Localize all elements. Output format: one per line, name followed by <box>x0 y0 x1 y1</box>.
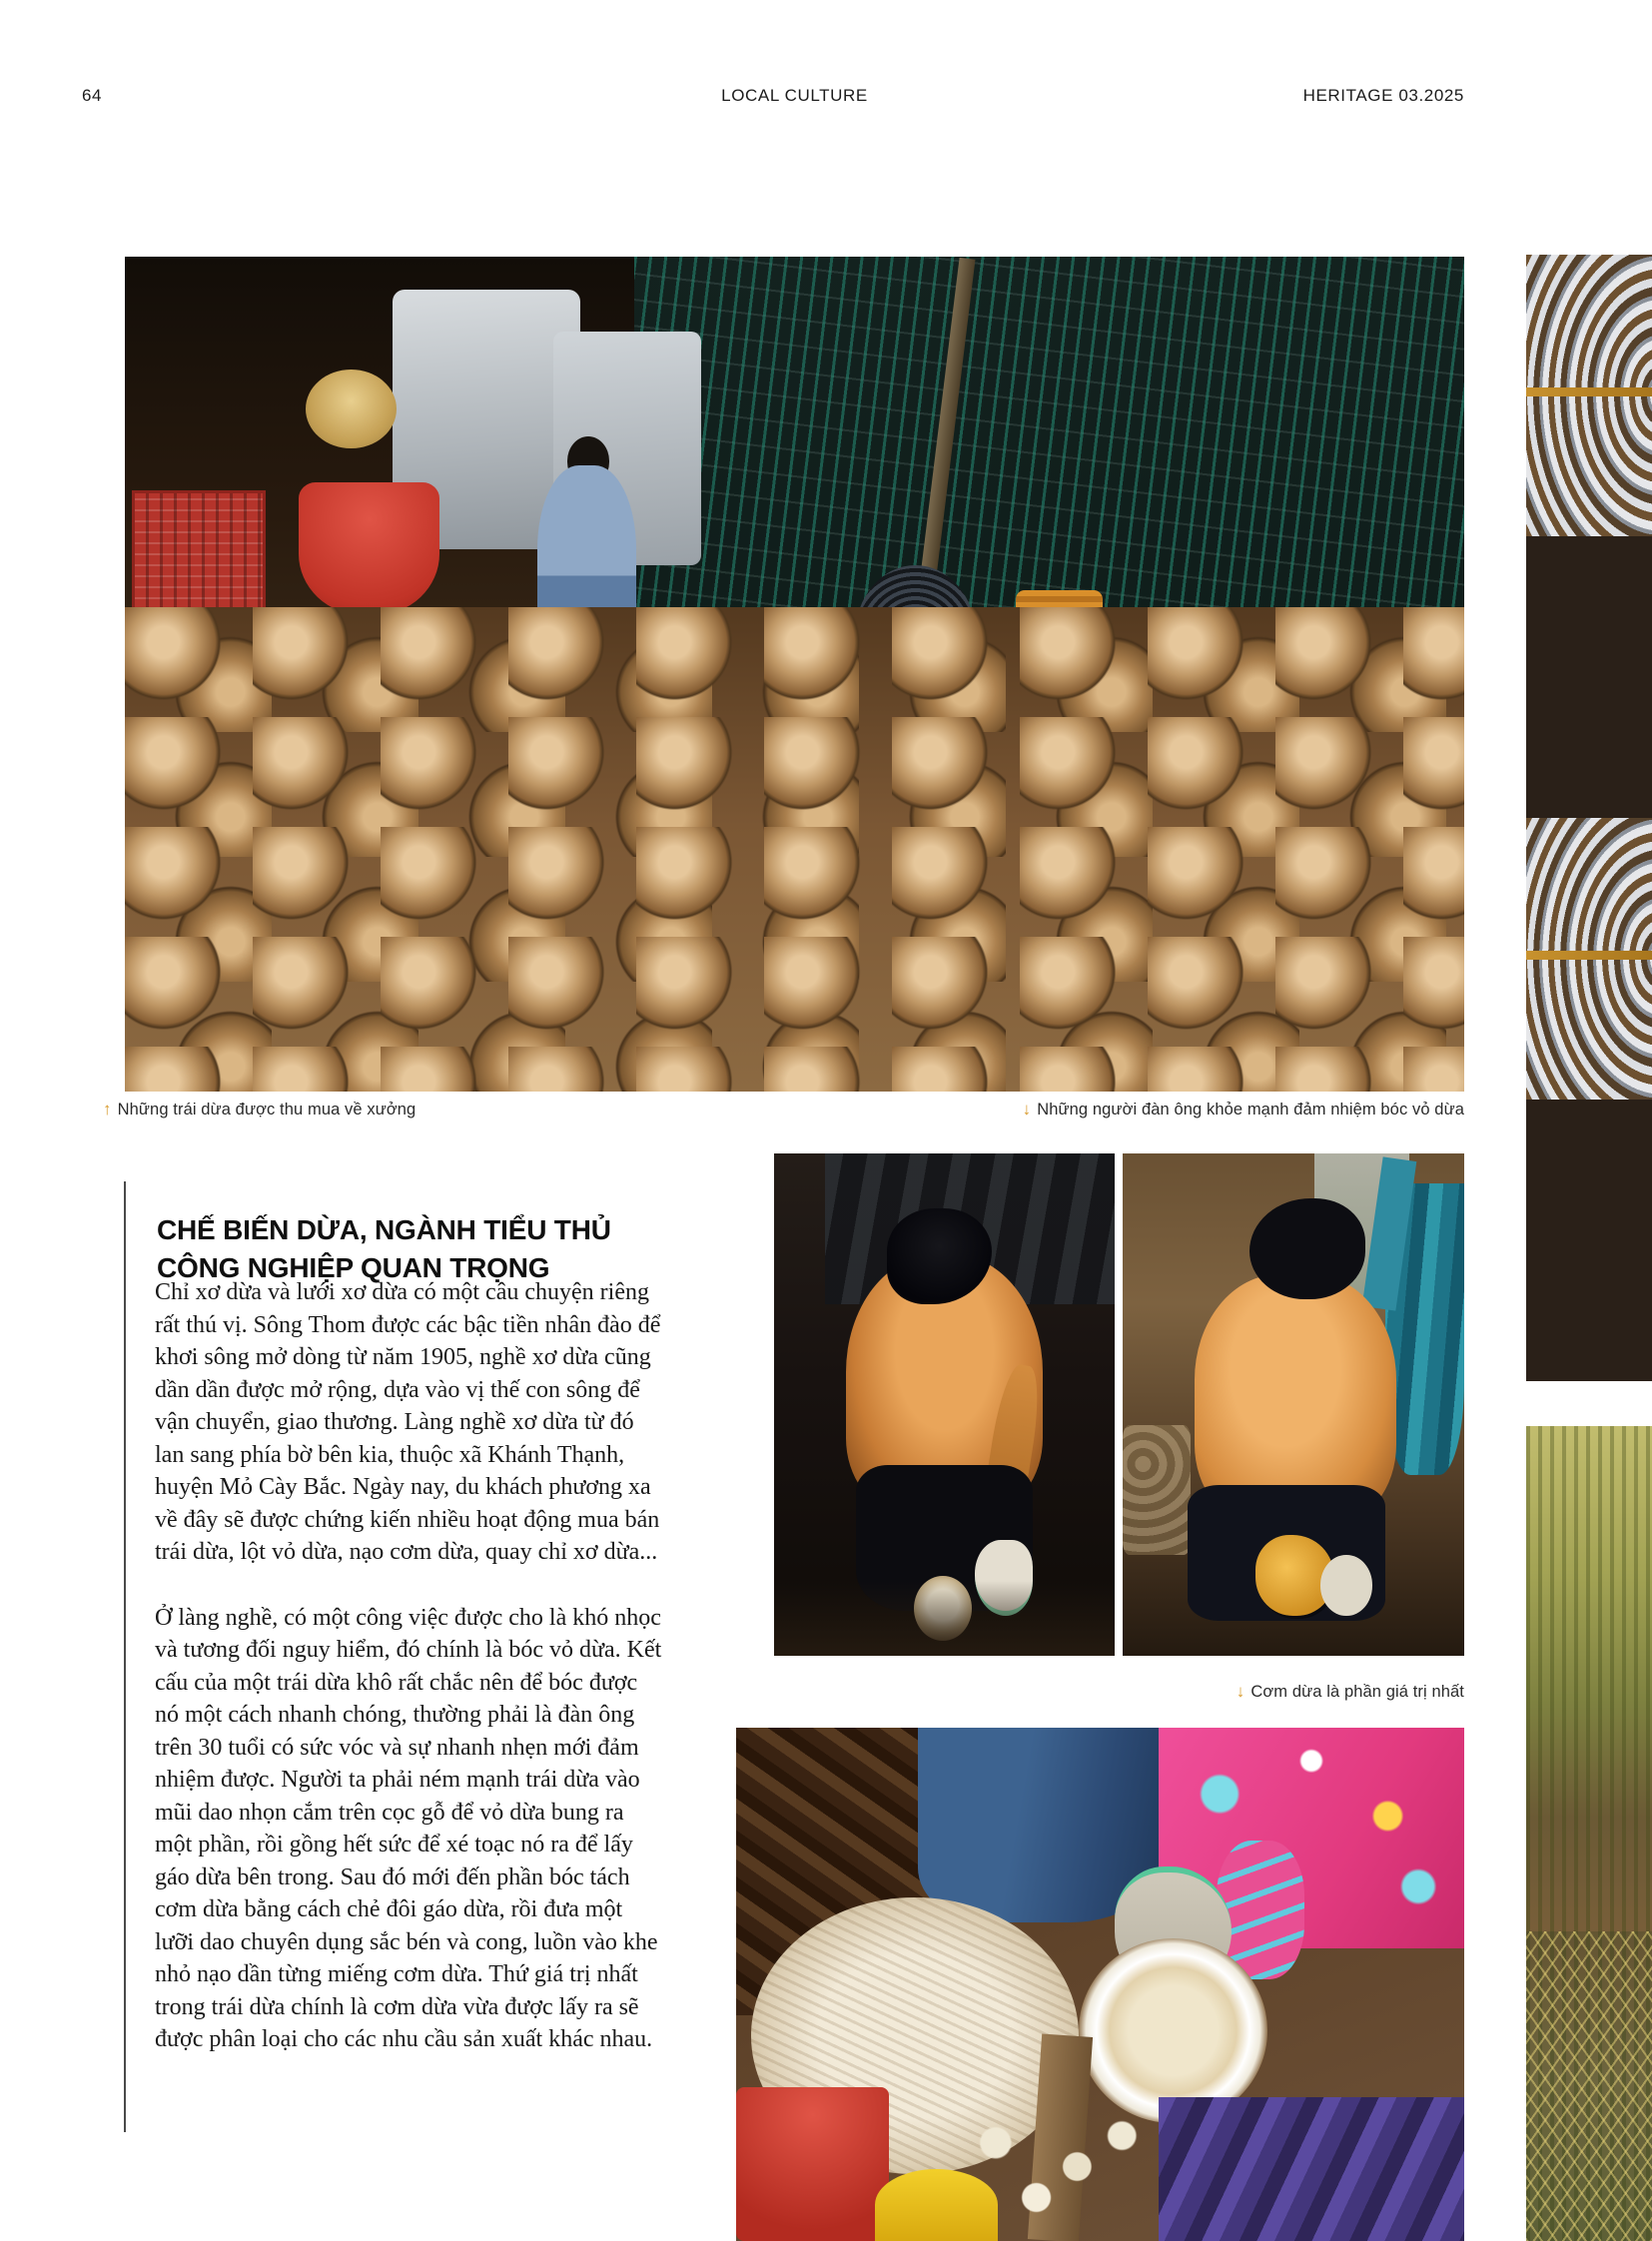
photo-man-husking <box>774 1153 1115 1656</box>
article-body <box>155 1276 662 2089</box>
rope-coil <box>1526 818 1652 1100</box>
caption-text: Những người đàn ông khỏe mạnh đảm nhiệm bóc vỏ dừa <box>1037 1101 1464 1119</box>
caption-coconut-meat <box>665 1682 1464 1702</box>
man-hair <box>1249 1198 1365 1299</box>
caption-text: Cơm dừa là phần giá trị nhất <box>1250 1683 1464 1701</box>
rope-coil <box>1526 255 1652 536</box>
section-title: LOCAL CULTURE <box>721 86 868 105</box>
coconut-pile <box>125 607 1464 1092</box>
photo-fiber-nets-strip <box>1526 1426 1652 2241</box>
photo-man-scraping <box>1123 1153 1464 1656</box>
coil-strap <box>1526 951 1652 960</box>
photo-extracting-meat <box>736 1728 1464 2241</box>
work-glove <box>1320 1555 1371 1615</box>
caption-strong-men <box>665 1100 1464 1120</box>
article-heading: CHẾ BIẾN DỪA, NGÀNH TIỂU THỦ CÔNG NGHIỆP QUAN TRỌNG <box>157 1214 611 1284</box>
caption-text: Những trái dừa được thu mua về xưởng <box>117 1101 416 1119</box>
column-rule <box>124 1181 126 2132</box>
red-basket <box>299 482 439 616</box>
photo-rope-coils-strip <box>1526 255 1652 1381</box>
arrow-down-icon: ↓ <box>1022 1100 1032 1119</box>
conical-hat <box>306 370 397 448</box>
dark-floor <box>774 1581 1115 1656</box>
yellow-bucket <box>875 2169 999 2241</box>
page-number: 64 <box>82 86 103 105</box>
coil-strap <box>1526 387 1652 396</box>
issue-label: HERITAGE 03.2025 <box>1302 86 1464 105</box>
coconut-half <box>1079 1938 1268 2123</box>
photo-coconut-workshop <box>125 257 1464 1092</box>
coconut-shells-stack <box>1123 1425 1191 1556</box>
purple-fabric <box>1159 2097 1464 2241</box>
body-paragraph-2: Ở làng nghề, có một công việc được cho là khó nhọc và tương đối nguy hiểm, đó chính là bóc vỏ dừa. Kết cấu của một trái dừa khô rất chắc nên để bóc được nó một cách nhanh chóng, thường phải là đàn ông trên 30 tuổi có sức vóc và sự nhanh nhẹn mới đảm nhiệm được. Người ta phải ném mạnh trái dừa vào mũi dao nhọn cắm trên cọc gỗ để vỏ dừa bung ra một phần, rồi gồng hết sức để xé toạc nó ra để lấy gáo dừa bên trong. Sau đó mới đến phần bóc tách cơm dừa bằng cách chẻ đôi gáo dừa, rồi đưa một lưỡi dao chuyên dụng sắc bén và cong, luồn vào khe nhỏ nạo dần từng miếng cơm dừa. Thứ giá trị nhất trong trái dừa chính là cơm dừa vừa được lấy ra sẽ được phân loại cho các nhu cầu sản xuất khác nhau. <box>155 1604 662 2052</box>
red-bucket <box>736 2087 889 2241</box>
body-paragraph-1: Chỉ xơ dừa và lưới xơ dừa có một câu chuyện riêng rất thú vị. Sông Thom được các bậc tiền nhân đào để khơi sông mở dòng từ năm 1905, nghề xơ dừa cũng dần dần được mở rộng, dựa vào vị thế con sông để vận chuyển, giao thương. Làng nghề xơ dừa từ đó lan sang phía bờ bên kia, thuộc xã Khánh Thạnh, huyện Mỏ Cày Bắc. Ngày nay, du khách phương xa về đây sẽ được chứng kiến nhiều hoạt động mua bán trái dừa, lột vỏ dừa, nạo cơm dừa, quay chỉ xơ dừa... <box>155 1279 661 1565</box>
caption-coconuts-collected <box>103 1100 415 1120</box>
arrow-up-icon: ↑ <box>103 1100 112 1119</box>
mesh-net <box>1526 1931 1652 2241</box>
arrow-down-icon: ↓ <box>1236 1682 1245 1701</box>
